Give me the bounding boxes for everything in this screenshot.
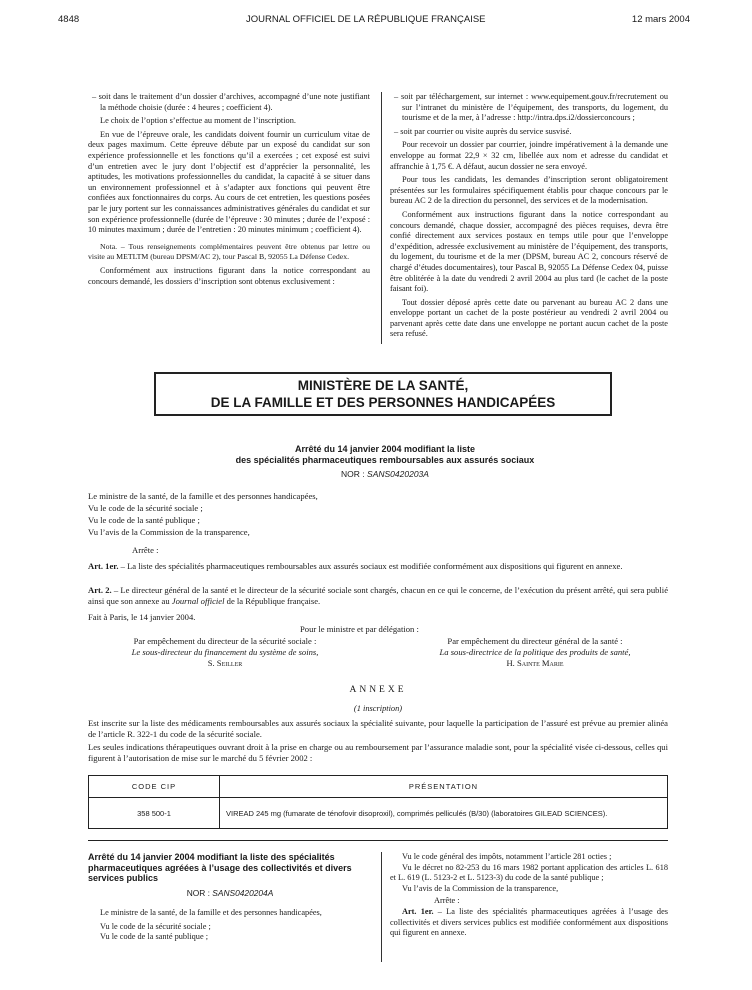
top-right-column [390,92,668,343]
column-divider [381,92,382,344]
journal-title: JOURNAL OFFICIEL DE LA RÉPUBLIQUE FRANÇAISE [246,14,486,25]
minister-line: Le ministre de la santé, de la famille et des personnes handicapées, [88,491,318,501]
nor-label: NOR : [341,469,365,479]
decree-title-line-1: Arrêté du 14 janvier 2004 modifiant la liste [294,444,476,454]
signature-function: La sous-directrice de la politique des produits de santé, [439,647,631,657]
issue-date: 12 mars 2004 [631,14,690,25]
paragraph: Tout dossier déposé après cette date ou parvenant au bureau AC 2 dans une enveloppe portant un cachet de la poste postérieur au vendredi 2 avril 2004 ou parvenant après cette date dans une enveloppe ne portant aucun cachet de la poste sera refusé. [390,297,668,339]
article-text: de la République française. [224,596,321,606]
banner-line-1: MINISTÈRE DE LA SANTÉ, [297,378,469,393]
top-left-column [88,92,370,290]
article-label: Art. 1er. [402,906,434,916]
nor-reference [100,469,670,479]
nor-code: SANS0420204A [212,888,274,898]
cip-code-cell: 358 500-1 [89,798,220,829]
signature-name: S. Seiller [207,658,243,668]
visa-line: Vu le code de la sécurité sociale ; [88,503,203,513]
annex-subtitle: (1 inscription) [353,704,403,713]
annex-title: ANNEXE [349,685,407,695]
visa-line: Vu le code général des impôts, notamment l’article 281 octies ; [402,852,612,861]
arrete-line: Arrête : [434,896,460,906]
cip-table [88,775,668,829]
column-divider [381,852,382,962]
arrete-line: Arrête : [132,545,159,555]
decree-2-title: Arrêté du 14 janvier 2004 modifiant la liste des spécialités pharmaceutiques agréées à l’usage des collectivités et divers services publics [88,852,352,883]
paragraph: Le choix de l’option s’effectue au moment de l’inscription. [100,116,296,126]
visa-line: Vu le code de la sécurité sociale ; [100,921,211,931]
fait-line: Fait à Paris, le 14 janvier 2004. [88,612,196,622]
running-header [58,14,690,28]
annex-body [88,718,668,766]
paragraph: – soit par téléchargement, sur internet : www.equipement.gouv.fr/recrutement ou sur l’intranet du ministère de l’équipement, des transports, du logement, du tourisme et de la mer, à l’adresse : http://intra.dps.i2/dossierconcours ; [394,92,668,123]
decree-2-right-column [390,852,668,939]
article-2 [88,585,668,609]
decree-2-left-column [88,908,370,946]
signature-name: H. Sainte Marie [506,658,564,668]
article-label: Art. 1er. [88,561,119,571]
paragraph: Pour recevoir un dossier par courrier, joindre impérativement à la demande une enveloppe au format 22,9 × 32 cm, libellée aux nom et adresse du candidat et affranchie à 1,75 €. A défaut, aucun dossier ne sera envoyé. [390,140,668,171]
banner-line-2: DE LA FAMILLE ET DES PERSONNES HANDICAPÉES [210,395,556,410]
signature-right [392,636,678,669]
ministry-banner [154,372,612,416]
paragraph: Conformément aux instructions figurant dans la notice correspondant au concours demandé, les dossiers d’inscription sont obtenus exclusivement : [88,265,370,286]
decree-title-line-2: des spécialités pharmaceutiques remboursables aux assurés sociaux [235,455,535,465]
table-header-row [89,776,668,798]
nor-code: SANS0420203A [367,469,429,479]
visa-line: Vu l’avis de la Commission de la transparence, [402,883,559,893]
visa-line: Vu le code de la santé publique ; [100,932,209,942]
article-1 [88,561,668,574]
visa-line: Vu le décret no 82-253 du 16 mars 1982 portant application des articles L. 618 et L. 619 (L. 5123-2 et L. 5123-3) du code de la santé publique ; [390,862,668,883]
paragraph: – soit dans le traitement d’un dossier d’archives, accompagné d’une note justifiant la méthode choisie (durée : 4 heures ; coefficient 4). [92,92,370,112]
signature-left [80,636,370,669]
column-header: PRÉSENTATION [220,776,668,798]
paragraph: Pour tous les candidats, les demandes d’inscription seront obligatoirement présentées sur les formulaires spécifiquement établis pour chaque concours par le bureau AC 2 de la direction du personnel, des services et de la modernisation. [390,175,668,206]
journal-reference: Journal officiel [171,596,225,606]
article-text: – La liste des spécialités pharmaceutiques agréées à l’usage des collectivités et divers services publics est modifiée conformément aux dispositions qui figurent en annexe. [390,906,668,938]
nor-label: NOR : [186,888,210,898]
minister-line: Le ministre de la santé, de la famille et des personnes handicapées, [100,908,322,917]
paragraph: Conformément aux instructions figurant dans la notice correspondant au concours demandé, chaque dossier, accompagné des pièces requises, devra être confié directement aux services postaux en temps utile pour que l’enveloppe d’expédition, adressée exclusivement au ministère de l’équipement, des transports, du logement, du tourisme et de la mer (DPSM, bureau AC 2, concours réservé de chargé d’études documentaires), tour Pascal B, 92055 La Défense Cedex 04, puisse être oblitérée à la date du vendredi 2 avril 2004 au plus tard (le cachet de la poste faisant foi). [390,209,668,294]
signature-title: Par empêchement du directeur de la sécurité sociale : [133,636,317,646]
table-row [89,798,668,829]
section-divider [88,840,668,841]
column-header: CODE CIP [89,776,220,798]
visa-line: Vu l’avis de la Commission de la transparence, [88,527,250,537]
paragraph: – soit par courrier ou visite auprès du service susvisé. [394,126,572,136]
page-number: 4848 [58,14,80,25]
article-label: Art. 2. [88,585,112,595]
signature-title: Par empêchement du directeur général de la santé : [447,636,623,646]
visa-line: Vu le code de la santé publique ; [88,515,200,525]
nota-paragraph: Nota. – Tous renseignements complémentaires peuvent être obtenus par lettre ou visite au METLTM (bureau DPSM/AC 2), tour Pascal B, 92055 La Défense Cedex. [88,241,370,262]
paragraph: Est inscrite sur la liste des médicaments remboursables aux assurés sociaux la spécialité suivante, pour laquelle la participation de l’assuré est prévue au premier alinéa de l’article R. 322-1 du code de la sécurité sociale. [88,718,668,739]
article-text: – La liste des spécialités pharmaceutiques remboursables aux assurés sociaux est modifiée conformément aux dispositions qui figurent en annexe. [118,561,623,571]
decree-title [100,444,670,466]
signature-function: Le sous-directeur du financement du système de soins, [131,647,319,657]
nor-reference [88,888,372,898]
delegation-line: Pour le ministre et par délégation : [300,624,419,634]
paragraph: En vue de l’épreuve orale, les candidats doivent fournir un curriculum vitae de deux pages maximum. Cette épreuve débute par un exposé du candidat sur son expérience professionnelle et les fonctions qu’il a exercées ; cet exposé est suivi d’un entretien avec le jury dont l’objectif est d’apprécier la personnalité, les aptitudes, les motivations professionnelles du candidat, la capacité à se situer dans un environnement professionnel et à s’adapter aux fonctions qui peuvent être confiées aux fonctionnaires du corps. Au cours de cet entretien, les questions posées par le jury portent sur les connaissances administratives générales du candidat et sur son expérience professionnelle (durée de l’épreuve : 30 minutes ; durée de l’exposé : 10 minutes maximum ; durée de l’entretien : 20 minutes minimum ; coefficient 4). [88,129,370,235]
presentation-cell: VIREAD 245 mg (fumarate de ténofovir disoproxil), comprimés pelliculés (B/30) (laboratoires GILEAD SCIENCES). [220,798,668,829]
paragraph: Les seules indications thérapeutiques ouvrant droit à la prise en charge ou au remboursement par l’assurance maladie sont, pour la spécialité visée ci-dessous, celles qui figurent à l’autorisation de mise sur le marché du 5 février 2002 : [88,742,668,763]
article-text: – Le directeur général de la santé et le directeur de la sécurité sociale sont chargés, chacun en ce qui le concerne, de l’exécution du présent arrêté, qui sera publié ainsi que son annexe au [88,585,669,606]
